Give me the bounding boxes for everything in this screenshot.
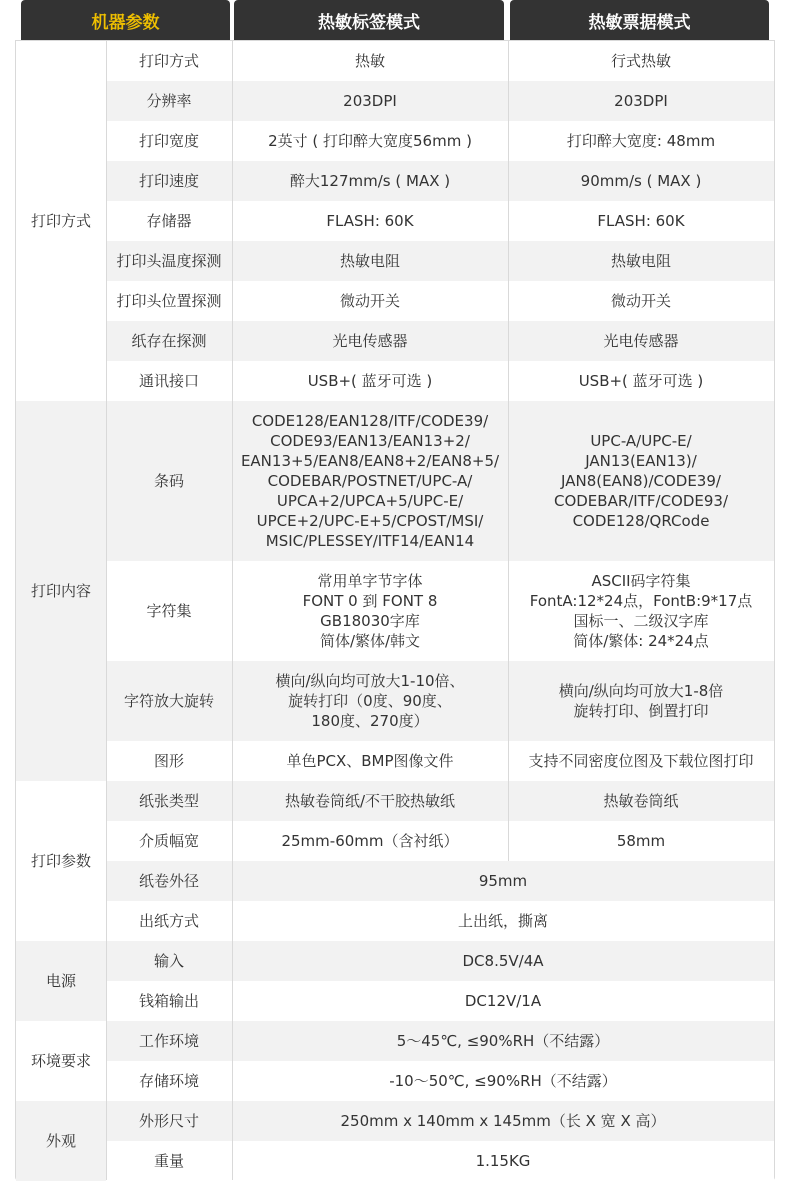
row-value-receipt-mode: ASCII码字符集 FontA:12*24点，FontB:9*17点 国标一、二级汉字库 简体/繁体: 24*24点 <box>508 561 774 661</box>
row-name: 打印方式 <box>106 41 232 81</box>
row-value-receipt-mode: FLASH: 60K <box>508 201 774 241</box>
divider-col1 <box>106 41 107 1180</box>
row-name: 打印速度 <box>106 161 232 201</box>
row-value-label-mode: FLASH: 60K <box>232 201 508 241</box>
row-name: 重量 <box>106 1141 232 1181</box>
row-value-receipt-mode: 横向/纵向均可放大1-8倍 旋转打印、倒置打印 <box>508 661 774 741</box>
row-value-receipt-mode: USB+( 蓝牙可选 ) <box>508 361 774 401</box>
row-value-label-mode: 热敏 <box>232 41 508 81</box>
divider-col3 <box>508 41 509 861</box>
group-label: 外观 <box>16 1101 106 1181</box>
header-machine-params: 机器参数 <box>21 0 230 40</box>
row-name: 纸张类型 <box>106 781 232 821</box>
row-name: 存储环境 <box>106 1061 232 1101</box>
row-name: 分辨率 <box>106 81 232 121</box>
row-name: 通讯接口 <box>106 361 232 401</box>
row-value-label-mode: USB+( 蓝牙可选 ) <box>232 361 508 401</box>
row-name: 条码 <box>106 401 232 561</box>
row-value-receipt-mode: 行式热敏 <box>508 41 774 81</box>
row-name: 打印头位置探测 <box>106 281 232 321</box>
group-label: 打印内容 <box>16 401 106 781</box>
header-label-mode: 热敏标签模式 <box>234 0 504 40</box>
row-value-merged: DC12V/1A <box>232 981 774 1021</box>
row-name: 纸存在探测 <box>106 321 232 361</box>
row-name: 纸卷外径 <box>106 861 232 901</box>
group-label: 打印方式 <box>16 41 106 401</box>
row-value-receipt-mode: UPC-A/UPC-E/ JAN13(EAN13)/ JAN8(EAN8)/CODE39/ CODEBAR/ITF/CODE93/ CODE128/QRCode <box>508 401 774 561</box>
row-value-receipt-mode: 支持不同密度位图及下载位图打印 <box>508 741 774 781</box>
row-value-merged: 5～45℃, ≤90%RH（不结露） <box>232 1021 774 1061</box>
row-name: 外形尺寸 <box>106 1101 232 1141</box>
row-value-label-mode: 单色PCX、BMP图像文件 <box>232 741 508 781</box>
row-name: 工作环境 <box>106 1021 232 1061</box>
row-value-label-mode: 醉大127mm/s ( MAX ) <box>232 161 508 201</box>
row-value-label-mode: 热敏电阻 <box>232 241 508 281</box>
row-value-merged: 上出纸，撕离 <box>232 901 774 941</box>
row-value-label-mode: 25mm-60mm（含衬纸） <box>232 821 508 861</box>
row-name: 出纸方式 <box>106 901 232 941</box>
row-value-receipt-mode: 热敏卷筒纸 <box>508 781 774 821</box>
row-name: 图形 <box>106 741 232 781</box>
row-name: 字符放大旋转 <box>106 661 232 741</box>
row-value-receipt-mode: 58mm <box>508 821 774 861</box>
row-name: 介质幅宽 <box>106 821 232 861</box>
row-value-receipt-mode: 90mm/s ( MAX ) <box>508 161 774 201</box>
row-value-label-mode: 横向/纵向均可放大1-10倍、 旋转打印（0度、90度、 180度、270度） <box>232 661 508 741</box>
row-value-receipt-mode: 203DPI <box>508 81 774 121</box>
row-value-receipt-mode: 热敏电阻 <box>508 241 774 281</box>
row-value-merged: 1.15KG <box>232 1141 774 1181</box>
row-value-label-mode: 微动开关 <box>232 281 508 321</box>
row-name: 输入 <box>106 941 232 981</box>
row-value-merged: 250mm x 140mm x 145mm（长 X 宽 X 高） <box>232 1101 774 1141</box>
row-value-label-mode: 热敏卷筒纸/不干胶热敏纸 <box>232 781 508 821</box>
row-name: 字符集 <box>106 561 232 661</box>
row-value-receipt-mode: 打印醉大宽度: 48mm <box>508 121 774 161</box>
row-name: 打印头温度探测 <box>106 241 232 281</box>
row-value-label-mode: 常用单字节字体 FONT 0 到 FONT 8 GB18030字库 简体/繁体/韩文 <box>232 561 508 661</box>
row-value-label-mode: 2英寸 ( 打印醉大宽度56mm ) <box>232 121 508 161</box>
row-name: 打印宽度 <box>106 121 232 161</box>
row-value-label-mode: 203DPI <box>232 81 508 121</box>
group-label: 打印参数 <box>16 781 106 941</box>
group-label: 电源 <box>16 941 106 1021</box>
row-value-merged: 95mm <box>232 861 774 901</box>
row-name: 钱箱输出 <box>106 981 232 1021</box>
row-value-receipt-mode: 微动开关 <box>508 281 774 321</box>
row-name: 存储器 <box>106 201 232 241</box>
group-label: 环境要求 <box>16 1021 106 1101</box>
row-value-label-mode: 光电传感器 <box>232 321 508 361</box>
row-value-merged: DC8.5V/4A <box>232 941 774 981</box>
divider-col2 <box>232 41 233 1180</box>
row-value-receipt-mode: 光电传感器 <box>508 321 774 361</box>
row-value-label-mode: CODE128/EAN128/ITF/CODE39/ CODE93/EAN13/EAN13+2/ EAN13+5/EAN8/EAN8+2/EAN8+5/ CODEBAR/POSTNET/UPC-A/ UPCA+2/UPCA+5/UPC-E/ UPCE+2/UPC-E+5/CPOST/MSI/ MSIC/PLESSEY/ITF14/EAN14 <box>232 401 508 561</box>
header-receipt-mode: 热敏票据模式 <box>510 0 769 40</box>
row-value-merged: -10～50℃, ≤90%RH（不结露） <box>232 1061 774 1101</box>
